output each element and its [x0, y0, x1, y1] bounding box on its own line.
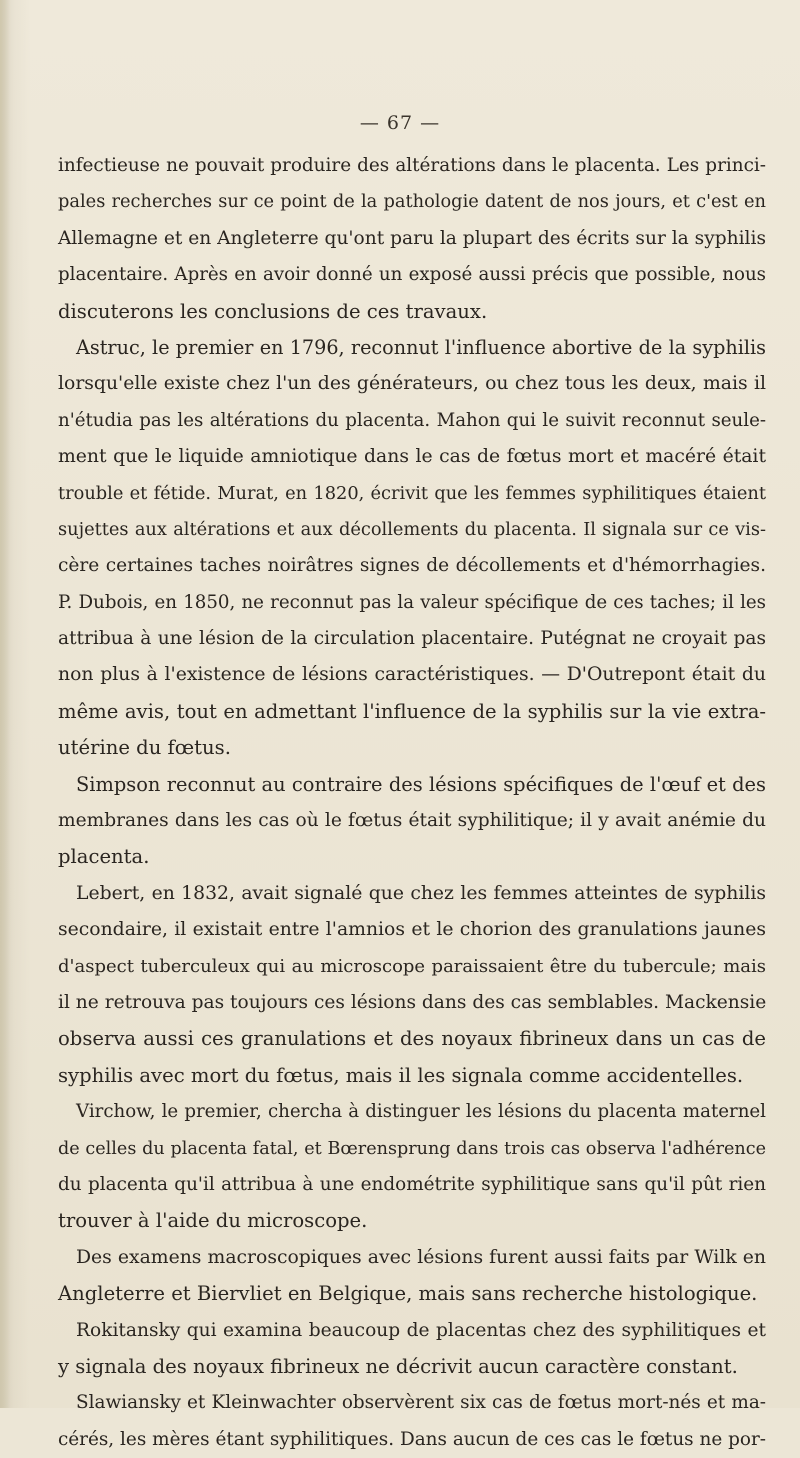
text-line: y signala des noyaux fibrineux ne décrivit aucun caractère constant.	[58, 1354, 738, 1378]
text-line: il ne retrouva pas toujours ces lésions dans des cas semblables. Mackensie	[58, 991, 767, 1013]
text-line: lorsqu'elle existe chez l'un des générateurs, ou chez tous les deux, mais il	[58, 373, 766, 395]
text-line: trouver à l'aide du microscope.	[58, 1209, 368, 1233]
text-line: sujettes aux altérations et aux décollements du placenta. Il signala sur ce vis-	[58, 518, 766, 540]
text-line: Virchow, le premier, chercha à distinguer les lésions du placenta maternel	[76, 1101, 766, 1123]
text-line: secondaire, il existait entre l'amnios et le chorion des granulations jaunes	[58, 919, 766, 941]
text-line: cère certaines taches noirâtres signes de décollements et d'hémorrhagies.	[58, 555, 766, 577]
text-line: d'aspect tuberculeux qui au microscope paraissaient être du tubercule; mais	[58, 955, 766, 977]
text-line: Rokitansky qui examina beaucoup de placentas chez des syphilitiques et	[76, 1319, 766, 1341]
text-line: non plus à l'existence de lésions caractéristiques. — D'Outrepont était du	[58, 664, 766, 686]
text-line: même avis, tout en admettant l'influence de la syphilis sur la vie extra-	[58, 699, 766, 723]
page-number: — 67 —	[359, 112, 441, 134]
page-binding-shadow	[0, 0, 10, 1408]
text-line: ment que le liquide amniotique dans le cas de fœtus mort et macéré était	[58, 446, 766, 468]
text-line: Simpson reconnut au contraire des lésions spécifiques de l'œuf et des	[76, 772, 766, 796]
text-line: placentaire. Après en avoir donné un exposé aussi précis que possible, nous	[58, 264, 766, 286]
text-line: cérés, les mères étant syphilitiques. Dans aucun de ces cas le fœtus ne por-	[58, 1428, 766, 1450]
text-line: pales recherches sur ce point de la pathologie datent de nos jours, et c'est en	[58, 191, 766, 213]
body-text	[58, 148, 766, 1458]
text-line: trouble et fétide. Murat, en 1820, écrivit que les femmes syphilitiques étaient	[58, 482, 766, 504]
text-line: membranes dans les cas où le fœtus était syphilitique; il y avait anémie du	[58, 810, 766, 832]
text-line: utérine du fœtus.	[58, 736, 231, 760]
text-line: n'étudia pas les altérations du placenta. Mahon qui le suivit reconnut seule-	[58, 409, 766, 431]
text-line: syphilis avec mort du fœtus, mais il les signala comme accidentelles.	[58, 1063, 744, 1087]
text-line: Angleterre et Biervliet en Belgique, mais sans recherche histologique.	[58, 1282, 758, 1306]
text-line: P. Dubois, en 1850, ne reconnut pas la valeur spécifique de ces taches; il les	[58, 591, 766, 613]
text-line: Allemagne et en Angleterre qu'ont paru la plupart des écrits sur la syphilis	[58, 227, 766, 249]
text-line: observa aussi ces granulations et des noyaux fibrineux dans un cas de	[58, 1027, 766, 1051]
text-line: Slawiansky et Kleinwachter observèrent six cas de fœtus mort-nés et ma-	[76, 1392, 766, 1414]
text-line: Astruc, le premier en 1796, reconnut l'influence abortive de la syphilis	[76, 335, 766, 359]
text-line: du placenta qu'il attribua à une endométrite syphilitique sans qu'il pût rien	[58, 1173, 766, 1195]
text-line: discuterons les conclusions de ces travaux.	[58, 299, 488, 323]
text-line: Des examens macroscopiques avec lésions furent aussi faits par Wilk en	[76, 1246, 766, 1268]
text-line: placenta.	[58, 845, 150, 869]
text-line: infectieuse ne pouvait produire des altérations dans le placenta. Les princi-	[58, 155, 766, 176]
text-line: attribua à une lésion de la circulation placentaire. Putégnat ne croyait pas	[58, 628, 766, 650]
text-line: Lebert, en 1832, avait signalé que chez les femmes atteintes de syphilis	[76, 882, 766, 904]
text-line: de celles du placenta fatal, et Bœrensprung dans trois cas observa l'adhérence	[58, 1138, 766, 1159]
